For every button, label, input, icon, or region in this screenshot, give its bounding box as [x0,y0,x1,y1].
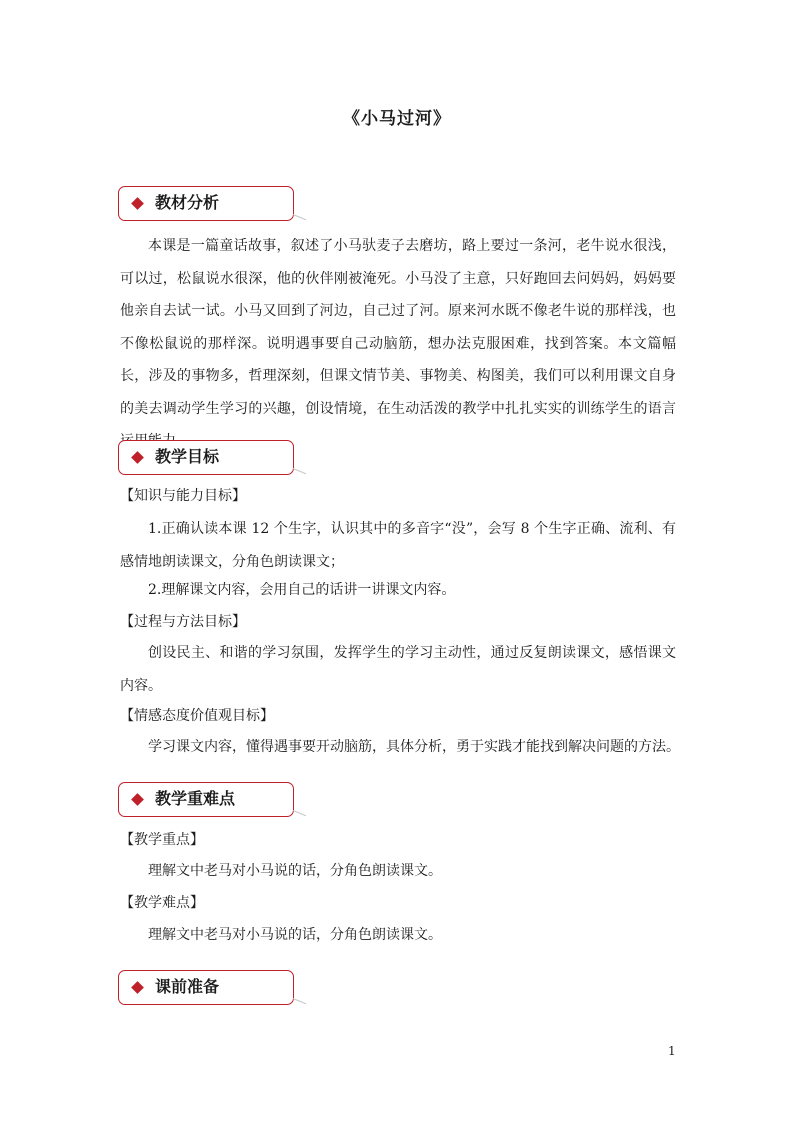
section-header-keypoints [118,782,294,817]
knowledge-goal-item-1: 1.正确认读本课 12 个生字，认识其中的多音字“没”，会写 8 个生字正确、流利、有感情地朗读课文，分角色朗读课文； [120,521,676,570]
process-goal-heading: 【过程与方法目标】 [120,614,246,630]
key-point-heading: 【教学重点】 [120,832,204,848]
difficult-point-text: 理解文中老马对小马说的话，分角色朗读课文。 [148,927,442,943]
page-number: 1 [668,1044,676,1058]
section-header-goals [118,440,294,475]
diamond-bullet-icon [131,451,144,464]
analysis-paragraph: 本课是一篇童话故事，叙述了小马驮麦子去磨坊，路上要过一条河，老牛说水很浅，可以过，松鼠说水很深，他的伙伴刚被淹死。小马没了主意，只好跑回去问妈妈，妈妈要他亲自去试一试。小马又回到了河边，自己过了河。原来河水既不像老牛说的那样浅，也不像松鼠说的那样深。说明遇事要自己动脑筋，想办法克服困难，找到答案。本文篇幅长，涉及的事物多，哲理深刻，但课文情节美、事物美、构图美，我们可以利用课文自身的美去调动学生学习的兴趣，创设情境，在生动活泼的教学中扎扎实实的训练学生的语言 [120,238,676,417]
diamond-bullet-icon [131,197,144,210]
document-title: 《小马过河》 [343,109,451,129]
emotion-goal-text: 学习课文内容，懂得遇事要开动脑筋，具体分析，勇于实践才能找到解决问题的方法。 [148,739,680,755]
section-title: 教学重难点 [155,789,236,808]
key-point-text: 理解文中老马对小马说的话，分角色朗读课文。 [148,863,442,879]
diamond-bullet-icon [131,793,144,806]
knowledge-goal-item-2: 2.理解课文内容，会用自己的话讲一讲课文内容。 [148,582,456,598]
section-header-analysis [118,186,294,221]
section-header-preparation [118,970,294,1005]
difficult-point-heading: 【教学难点】 [120,895,204,911]
section-title: 教学目标 [155,447,220,466]
diamond-bullet-icon [131,981,144,994]
emotion-goal-heading: 【情感态度价值观目标】 [120,708,274,724]
section-title: 教材分析 [155,193,220,212]
section-title: 课前准备 [155,977,220,996]
process-goal-text: 创设民主、和谐的学习氛围，发挥学生的学习主动性，通过反复朗读课文，感悟课文内容。 [120,645,676,694]
knowledge-goal-heading: 【知识与能力目标】 [120,488,246,504]
